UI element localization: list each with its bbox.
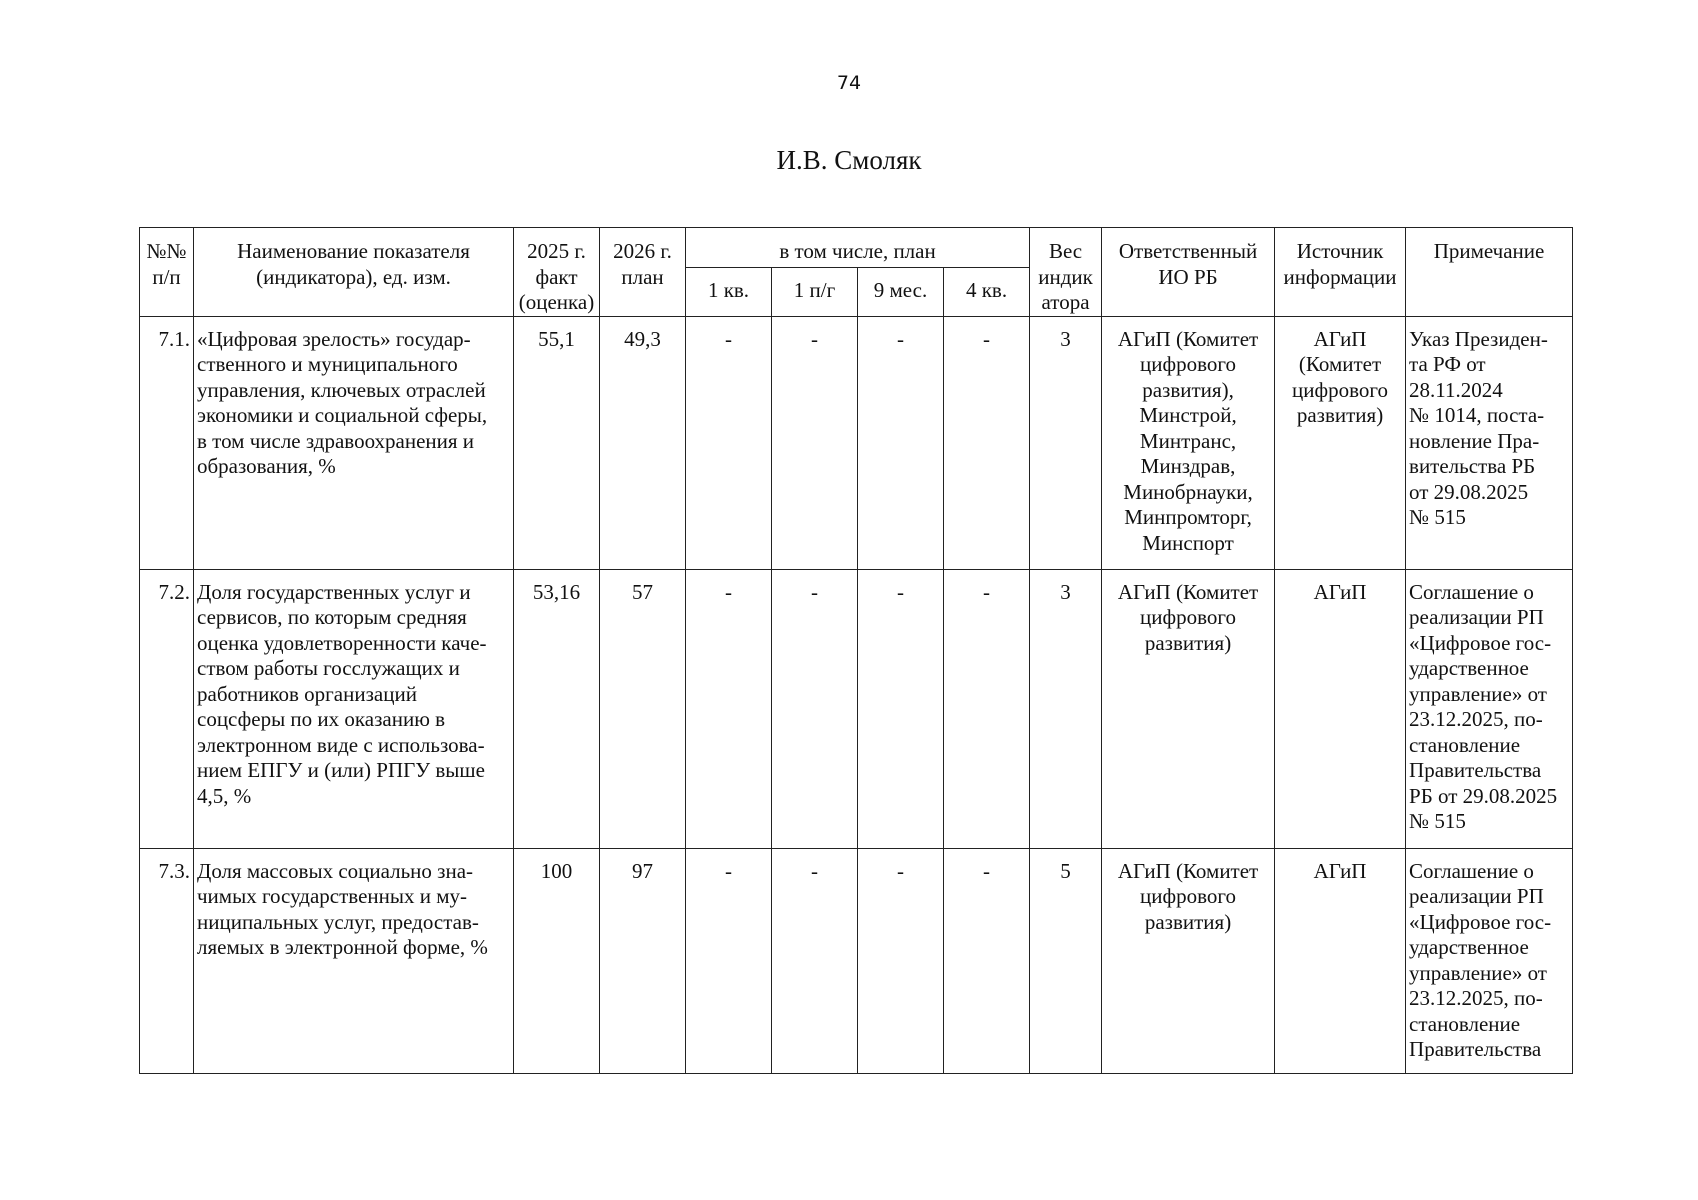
row-weight: 5: [1030, 848, 1102, 1073]
row-num: 7.1.: [140, 316, 194, 569]
row-source: АГиП (Комитет цифрового развития): [1275, 316, 1406, 569]
row-weight: 3: [1030, 569, 1102, 848]
row-note: Соглашение о реализации РП «Цифровое гос- ударственное управление» от 23.12.2025, по- становление Правительства РБ от 29.08.2025 № 515: [1406, 569, 1573, 848]
header-m9: 9 мес.: [858, 267, 944, 316]
header-weight: Вес индик атора: [1030, 228, 1102, 317]
header-q1: 1 кв.: [686, 267, 772, 316]
header-fact-2025: 2025 г. факт (оценка): [514, 228, 600, 317]
row-plan-2026: 49,3: [600, 316, 686, 569]
row-responsible: АГиП (Комитет цифрового развития), Минстрой, Минтранс, Минздрав, Минобрнауки, Минпромторг, Минспорт: [1102, 316, 1275, 569]
row-q1: -: [686, 316, 772, 569]
header-source: Источник информации: [1275, 228, 1406, 317]
header-h1: 1 п/г: [772, 267, 858, 316]
row-name: Доля массовых социально зна- чимых государственных и му- ниципальных услуг, предостав- ляемых в электронной форме, %: [194, 848, 514, 1073]
row-fact-2025: 55,1: [514, 316, 600, 569]
row-note: Указ Президен- та РФ от 28.11.2024 № 1014, поста- новление Пра- вительства РБ от 29.08.2025 № 515: [1406, 316, 1573, 569]
row-name: «Цифровая зрелость» государ- ственного и муниципального управления, ключевых отраслей экономики и социальной сферы, в том числе здравоохранения и образования, %: [194, 316, 514, 569]
header-name: Наименование показателя (индикатора), ед. изм.: [194, 228, 514, 317]
row-name: Доля государственных услуг и сервисов, по которым средняя оценка удовлетворенности каче- ством работы госслужащих и работников организаций соцсферы по их оказанию в электронном виде с использова- нием ЕПГУ и (или) РПГУ выше 4,5, %: [194, 569, 514, 848]
row-m9: -: [858, 569, 944, 848]
row-q1: -: [686, 569, 772, 848]
table-row: [140, 569, 1573, 848]
header-incl-plan: в том числе, план: [686, 228, 1030, 268]
row-h1: -: [772, 316, 858, 569]
header-q4: 4 кв.: [944, 267, 1030, 316]
header-note: Примечание: [1406, 228, 1573, 317]
row-m9: -: [858, 848, 944, 1073]
header-row: [140, 228, 1573, 268]
row-q4: -: [944, 316, 1030, 569]
header-num: №№ п/п: [140, 228, 194, 317]
header-responsible: Ответственный ИО РБ: [1102, 228, 1275, 317]
row-h1: -: [772, 848, 858, 1073]
row-plan-2026: 97: [600, 848, 686, 1073]
row-source: АГиП: [1275, 569, 1406, 848]
row-q4: -: [944, 569, 1030, 848]
table-row: [140, 848, 1573, 1073]
row-responsible: АГиП (Комитет цифрового развития): [1102, 569, 1275, 848]
row-source: АГиП: [1275, 848, 1406, 1073]
row-responsible: АГиП (Комитет цифрового развития): [1102, 848, 1275, 1073]
table-row: [140, 316, 1573, 569]
row-m9: -: [858, 316, 944, 569]
row-fact-2025: 53,16: [514, 569, 600, 848]
row-weight: 3: [1030, 316, 1102, 569]
row-note: Соглашение о реализации РП «Цифровое гос- ударственное управление» от 23.12.2025, по- становление Правительства: [1406, 848, 1573, 1073]
row-fact-2025: 100: [514, 848, 600, 1073]
row-num: 7.3.: [140, 848, 194, 1073]
row-h1: -: [772, 569, 858, 848]
page-number: 74: [836, 72, 862, 94]
indicators-table: [139, 227, 1573, 1074]
row-q4: -: [944, 848, 1030, 1073]
row-q1: -: [686, 848, 772, 1073]
row-plan-2026: 57: [600, 569, 686, 848]
header-plan-2026: 2026 г. план: [600, 228, 686, 317]
signature-name: И.В. Смоляк: [776, 145, 922, 175]
row-num: 7.2.: [140, 569, 194, 848]
